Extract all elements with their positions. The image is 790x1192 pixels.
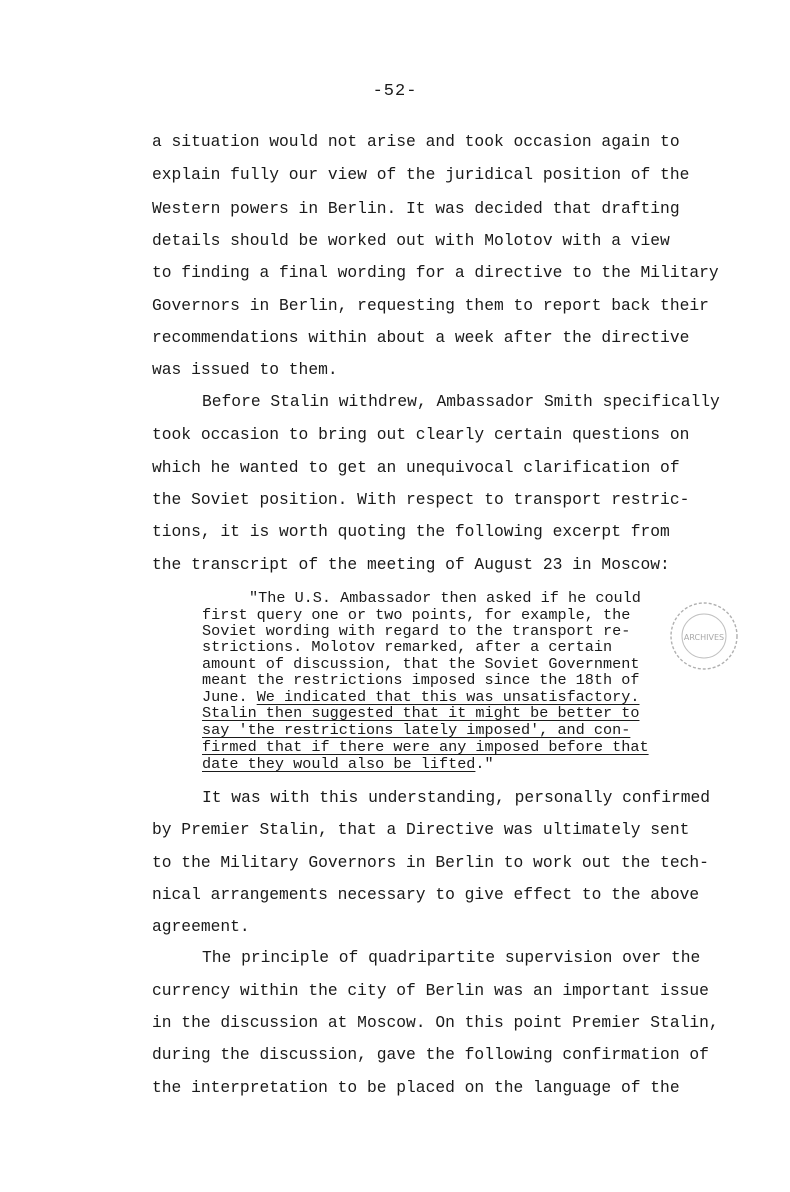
- underlined-quote-line: firmed that if there were any imposed before that: [202, 738, 649, 756]
- body-line: currency within the city of Berlin was an important issue: [152, 981, 709, 1000]
- body-line: the Soviet position. With respect to transport restric-: [152, 490, 690, 509]
- body-line: agreement.: [152, 917, 250, 936]
- body-line: to the Military Governors in Berlin to work out the tech-: [152, 853, 709, 872]
- body-line: which he wanted to get an unequivocal clarification of: [152, 458, 680, 477]
- body-line: the interpretation to be placed on the language of the: [152, 1078, 680, 1097]
- underlined-quote-line: say 'the restrictions lately imposed', and con-: [202, 721, 631, 739]
- quote-line: first query one or two points, for example, the: [202, 606, 631, 624]
- stamp-seal-icon: [668, 600, 740, 672]
- body-line: the transcript of the meeting of August 23 in Moscow:: [152, 555, 670, 574]
- body-line: Western powers in Berlin. It was decided that drafting: [152, 199, 680, 218]
- quote-line: Soviet wording with regard to the transport re-: [202, 622, 631, 640]
- body-line: during the discussion, gave the following confirmation of: [152, 1045, 709, 1064]
- body-line: was issued to them.: [152, 360, 338, 379]
- body-line: took occasion to bring out clearly certain questions on: [152, 425, 690, 444]
- quote-line: [202, 757, 494, 772]
- body-line: by Premier Stalin, that a Directive was ultimately sent: [152, 820, 690, 839]
- underlined-text: We indicated that this was unsatisfactory.: [256, 688, 640, 706]
- stamp-text: ARCHIVES: [683, 633, 725, 642]
- body-line: It was with this understanding, personally confirmed: [202, 788, 711, 807]
- body-line: in the discussion at Moscow. On this point Premier Stalin,: [152, 1013, 719, 1032]
- body-line: a situation would not arise and took occasion again to: [152, 132, 680, 151]
- quote-line: strictions. Molotov remarked, after a certain: [202, 638, 613, 656]
- underlined-quote-line: Stalin then suggested that it might be better to: [202, 704, 640, 722]
- body-line: to finding a final wording for a directive to the Military: [152, 263, 719, 282]
- body-line: The principle of quadripartite supervision over the: [202, 948, 701, 967]
- body-line: Governors in Berlin, requesting them to report back their: [152, 296, 709, 315]
- quote-line: amount of discussion, that the Soviet Government: [202, 655, 640, 673]
- body-line: tions, it is worth quoting the following excerpt from: [152, 522, 670, 541]
- body-line: recommendations within about a week after the directive: [152, 328, 690, 347]
- underlined-text: date they would also be lifted: [202, 755, 476, 773]
- body-line: details should be worked out with Molotov with a view: [152, 231, 670, 250]
- page-number: -52-: [372, 82, 418, 101]
- archive-stamp: [668, 600, 740, 672]
- quote-line: [202, 690, 639, 705]
- body-line: Before Stalin withdrew, Ambassador Smith specifically: [202, 392, 720, 411]
- quote-text: .": [475, 755, 494, 773]
- quote-line: "The U.S. Ambassador then asked if he could: [249, 589, 641, 607]
- quote-line: meant the restrictions imposed since the 18th of: [202, 671, 640, 689]
- body-line: nical arrangements necessary to give effect to the above: [152, 885, 700, 904]
- body-line: explain fully our view of the juridical position of the: [152, 165, 690, 184]
- quote-text: June.: [202, 688, 257, 706]
